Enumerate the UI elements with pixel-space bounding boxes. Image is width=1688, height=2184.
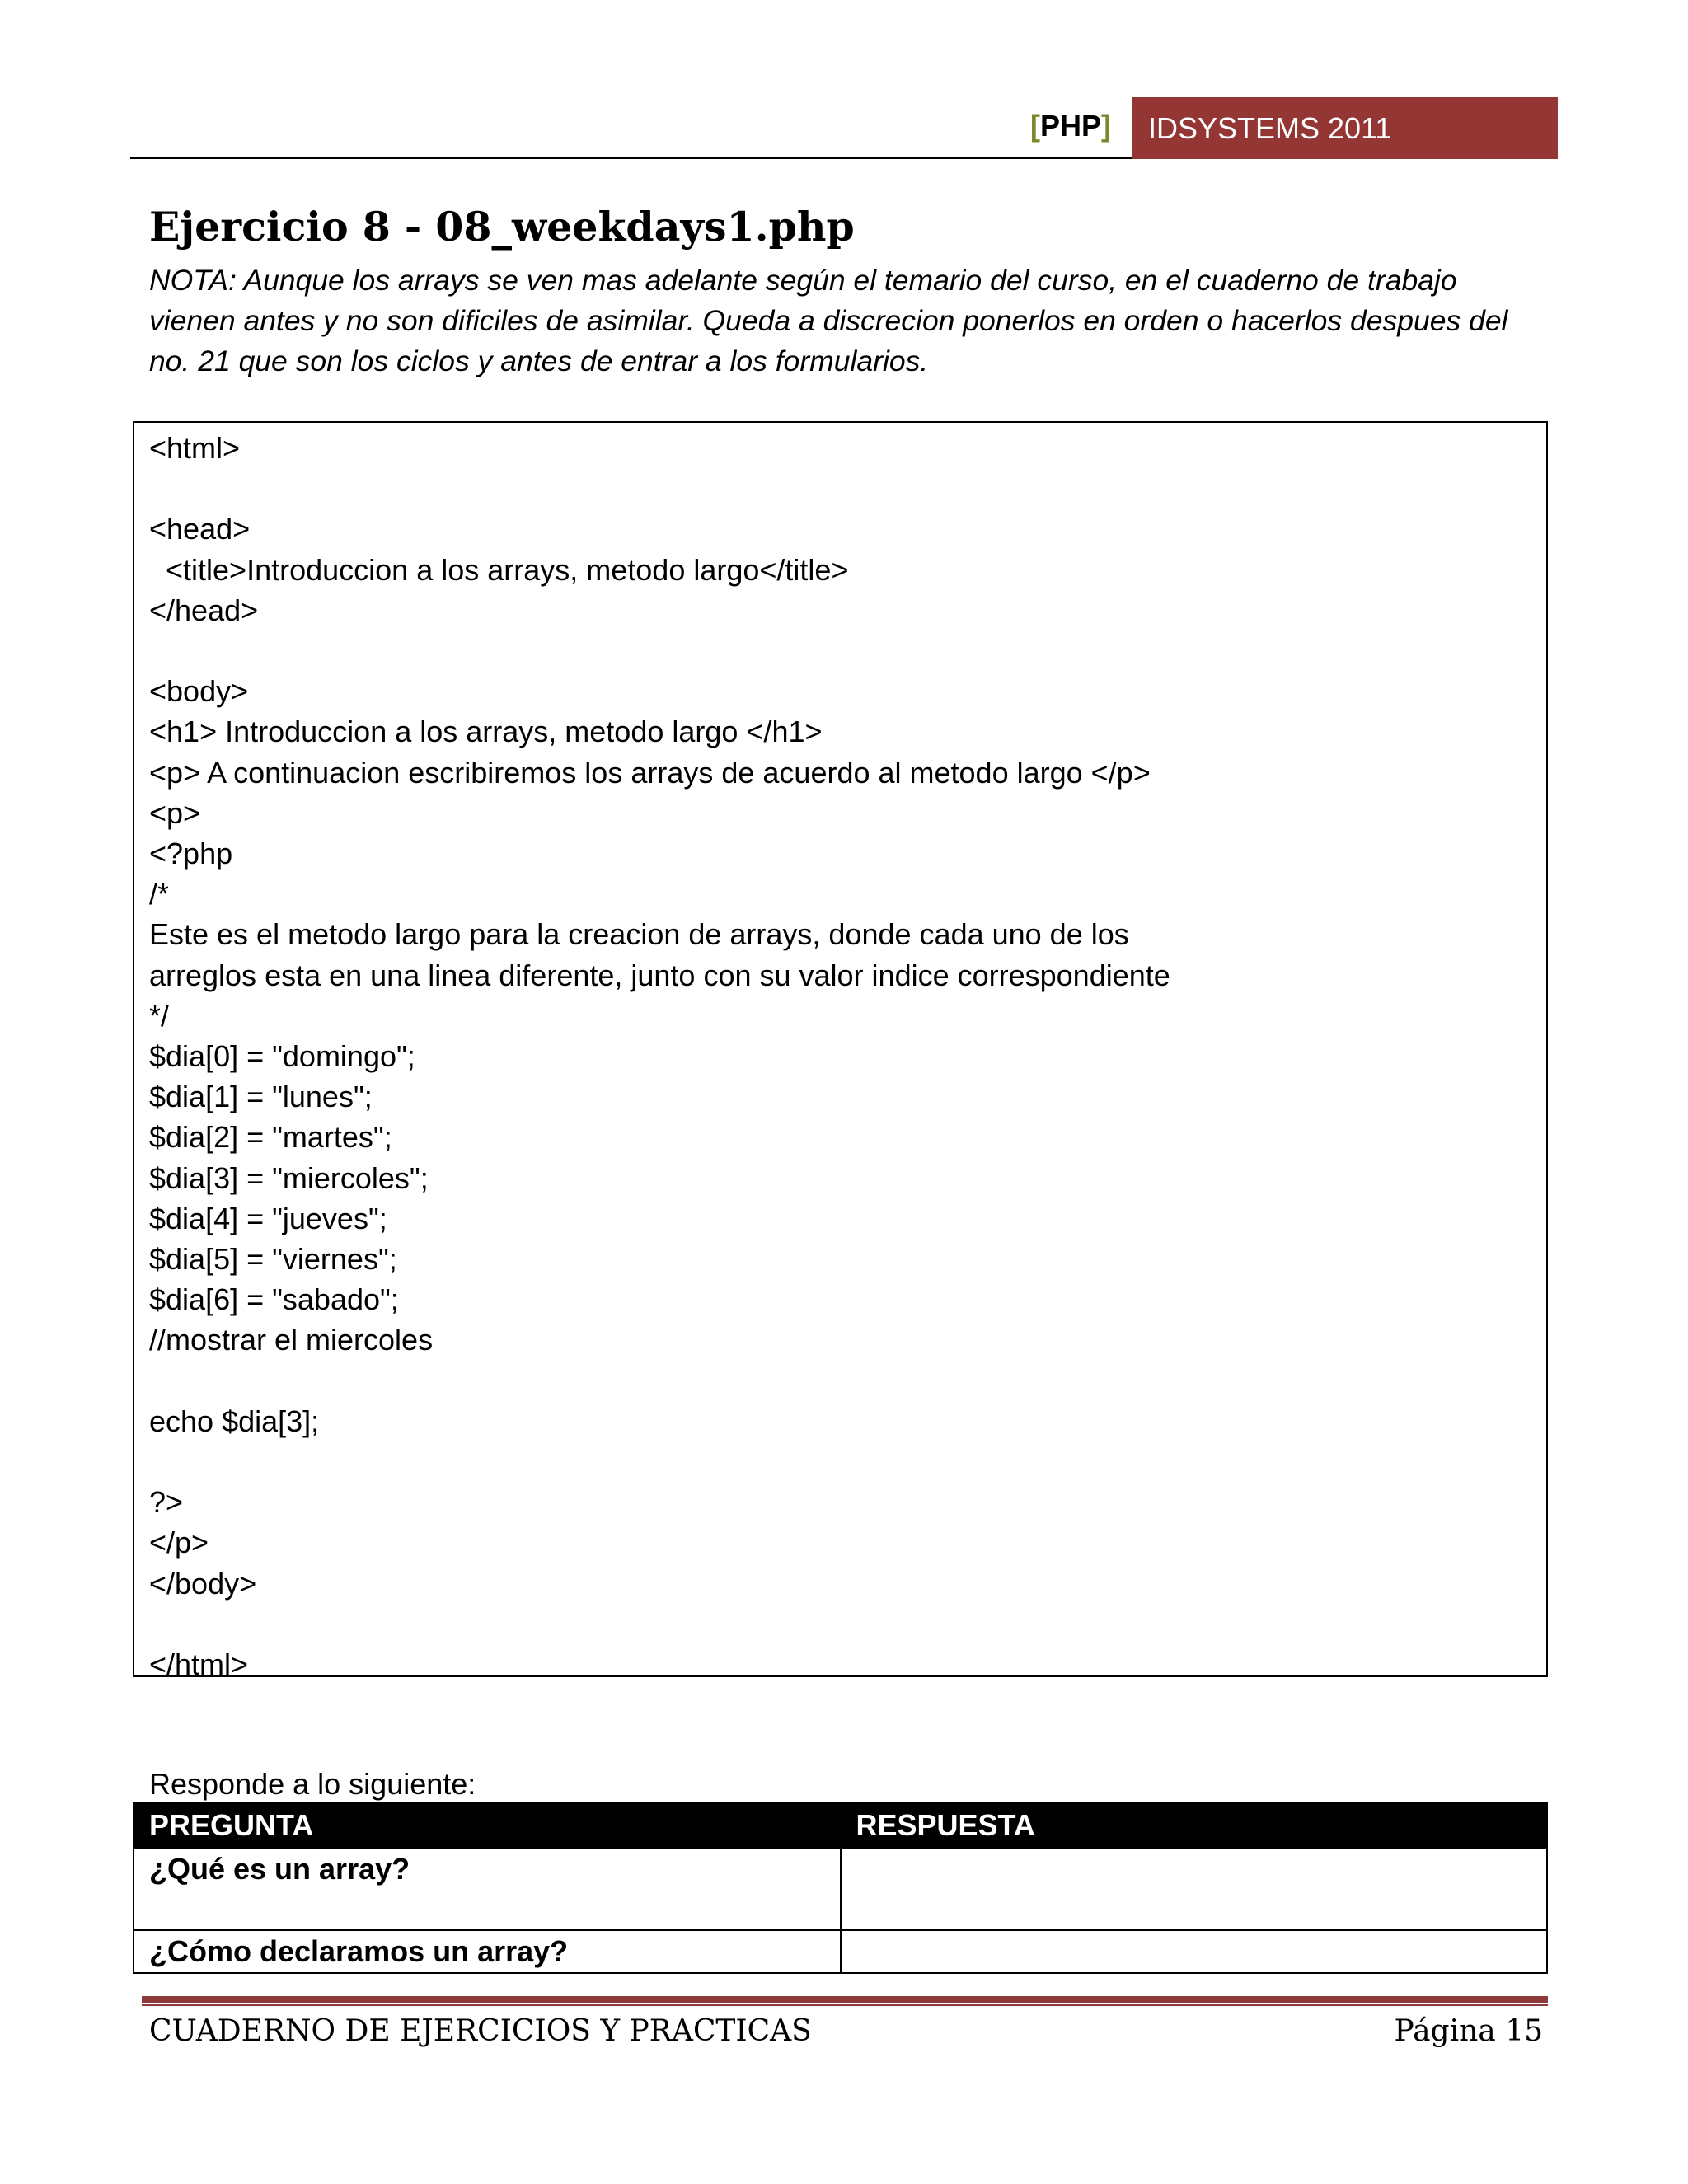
code-listing: <html> <head> <title>Introduccion a los arrays, metodo largo</title> </head> <body> <h1> Introduccion a los arrays, metodo largo </h1> <p> A continuacion escribiremos los arrays de acuerdo al metodo largo </p> <p> <?php /* Este es el metodo largo para la creacion de arrays, donde cada uno de los arreglos esta en una linea diferente, junto con su valor indice correspondiente */ $dia[0] = "domingo"; $dia[1] = "lunes"; $dia[2] = "martes"; $dia[3] = "miercoles"; $dia[4] = "jueves"; $dia[5] = "viernes"; $dia[6] = "sabado"; //mostrar el miercoles echo $dia[3]; ?> </p> </body> </html> [149,431,1170,1682]
bracket-close: ] [1101,109,1111,143]
question-cell: ¿Cómo declaramos un array? [134,1930,841,1973]
bracket-open: [ [1029,109,1040,143]
footer-title: CUADERNO DE EJERCICIOS Y PRACTICAS [149,2014,812,2048]
questions-table [133,1802,1548,1974]
column-header-answer: RESPUESTA [841,1803,1548,1848]
answer-cell[interactable] [841,1848,1548,1930]
question-cell: ¿Qué es un array? [134,1848,841,1930]
table-header-row [134,1803,1547,1848]
footer-rule-thin [142,2004,1548,2006]
footer-rule-thick [142,1996,1548,2003]
questions-intro: Responde a lo siguiente: [149,1767,476,1801]
header-subject [1030,109,1111,143]
page-header [130,97,1558,158]
table-row [134,1848,1547,1930]
header-rule [130,157,1132,159]
exercise-note: NOTA: Aunque los arrays se ven mas adelante según el temario del curso, en el cuaderno de trabajo vienen antes y no son dificiles de asimilar. Queda a discrecion ponerlos en orden o hacerlos despues del no. 21 que son los ciclos y antes de entrar a los formularios. [149,264,1508,377]
exercise-title: Ejercicio 8 - 08_weekdays1.php [149,203,855,251]
subject-label: PHP [1039,109,1101,143]
page-number: Página 15 [1394,2014,1543,2048]
table-row [134,1930,1547,1973]
header-band: IDSYSTEMS 2011 [1132,97,1558,159]
column-header-question: PREGUNTA [134,1803,841,1848]
code-listing-box [133,421,1548,1682]
answer-cell[interactable] [841,1930,1548,1973]
